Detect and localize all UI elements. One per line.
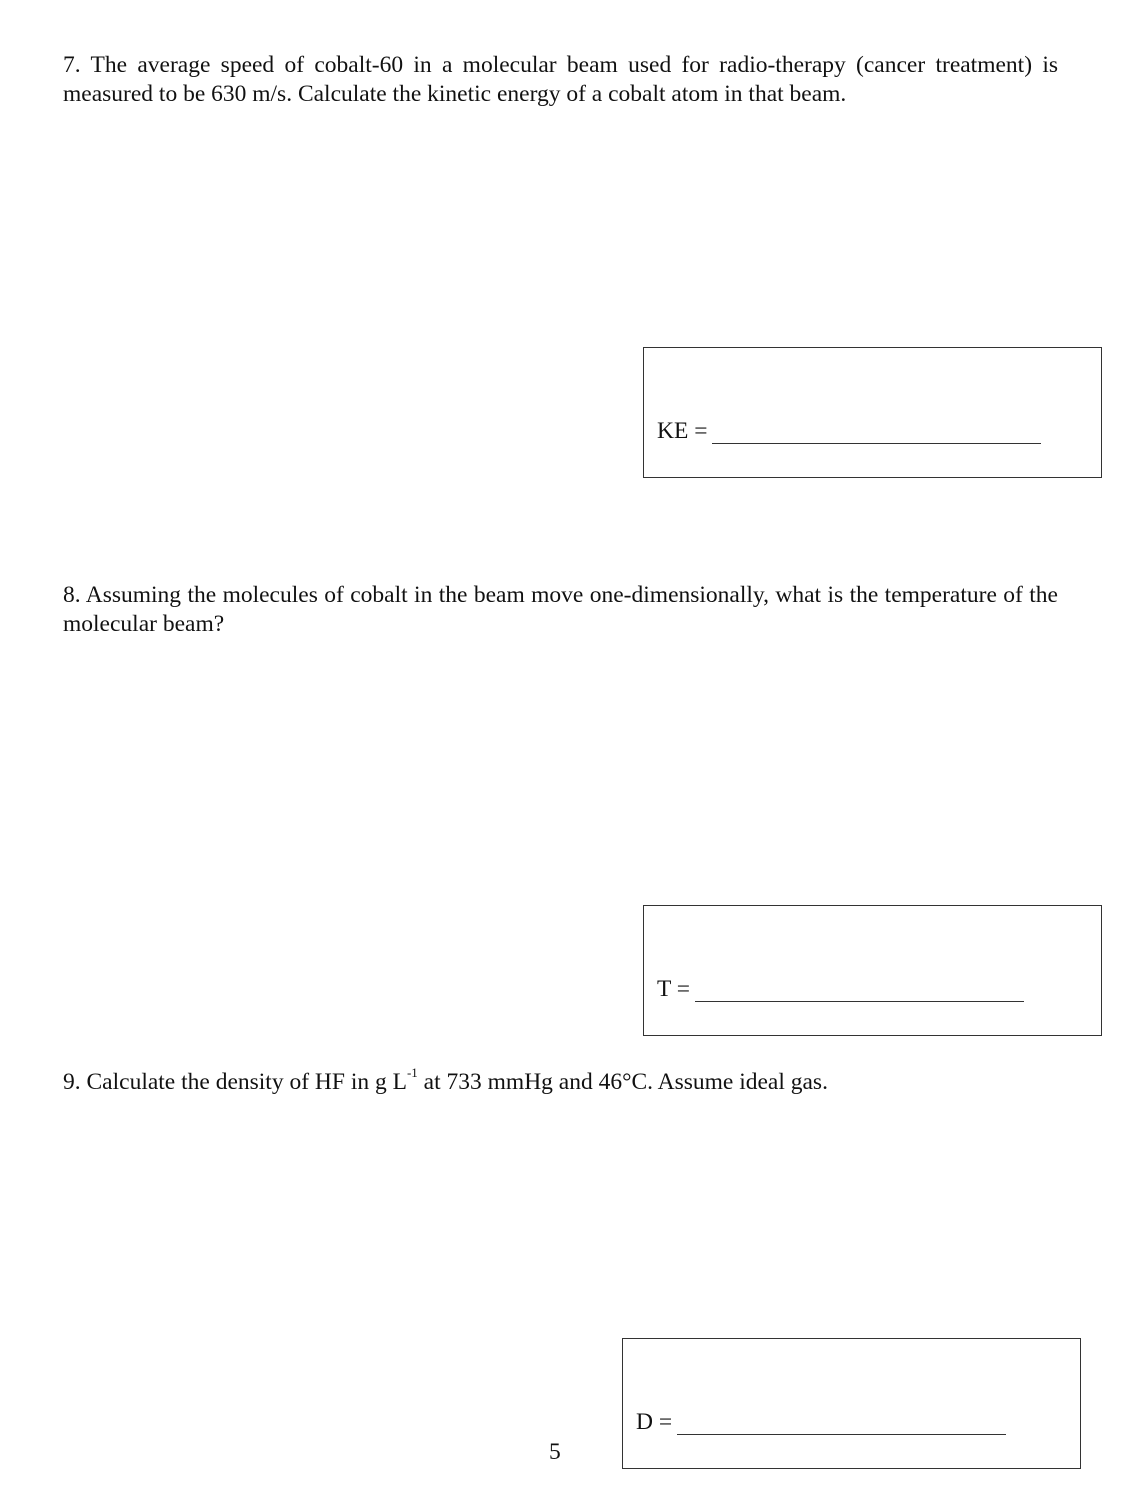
question-7 (63, 51, 1058, 108)
answer-blank-ke[interactable] (712, 421, 1041, 444)
answer-blank-temperature[interactable] (695, 979, 1024, 1002)
answer-box-density (622, 1338, 1081, 1469)
answer-line-density (636, 1409, 1006, 1435)
question-9-number: 9. (63, 1069, 81, 1095)
answer-line-ke (657, 418, 1041, 444)
question-9 (63, 1065, 1058, 1097)
answer-label-ke: KE = (657, 418, 708, 444)
question-7-number: 7. (63, 52, 81, 78)
question-7-text: The average speed of cobalt-60 in a molecular beam used for radio-therapy (cancer treatment) is measured to be 630 m/s. Calculate the kinetic energy of a cobalt atom in that beam. (63, 52, 1058, 107)
page-number: 5 (549, 1439, 561, 1465)
answer-box-ke (643, 347, 1102, 478)
question-8-text: Assuming the molecules of cobalt in the beam move one-dimensionally, what is the temperature of the molecular beam? (63, 582, 1058, 637)
answer-label-temperature: T = (657, 976, 691, 1002)
question-8 (63, 581, 1058, 638)
question-9-superscript: -1 (406, 1065, 418, 1081)
answer-box-temperature (643, 905, 1102, 1036)
answer-line-temperature (657, 976, 1024, 1002)
question-9-text-after: at 733 mmHg and 46°C. Assume ideal gas. (417, 1069, 828, 1095)
question-9-text-before: Calculate the density of HF in g L (86, 1069, 407, 1095)
answer-label-density: D = (636, 1409, 673, 1435)
question-8-number: 8. (63, 582, 81, 608)
answer-blank-density[interactable] (677, 1412, 1006, 1435)
